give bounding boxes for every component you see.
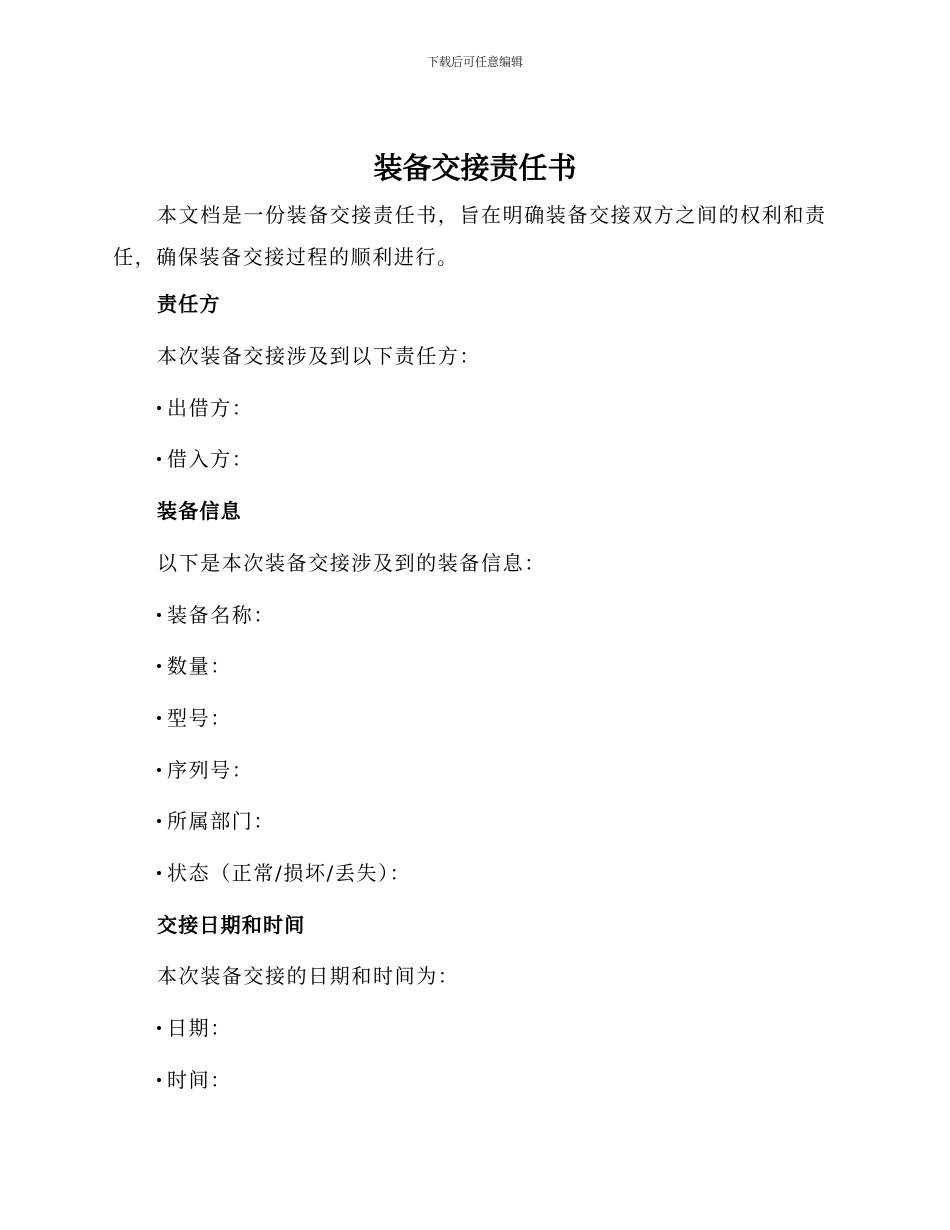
list-item-label: 出借方：: [167, 396, 254, 420]
list-item: [157, 1013, 232, 1043]
list-item: [157, 755, 253, 785]
list-item: [157, 1065, 232, 1095]
bullet-icon: [157, 819, 161, 823]
bullet-icon: [157, 768, 161, 772]
list-item-label: 状态（正常/损坏/丢失）：: [167, 861, 412, 885]
bullet-icon: [157, 406, 161, 410]
list-item: [157, 858, 411, 888]
bullet-icon: [157, 457, 161, 461]
bullet-icon: [157, 1026, 161, 1030]
list-item-label: 装备名称：: [167, 603, 275, 627]
list-item-label: 序列号：: [167, 758, 254, 782]
list-item-label: 时间：: [167, 1068, 232, 1092]
section-heading-equipment: 装备信息: [157, 499, 242, 523]
bullet-icon: [157, 613, 161, 617]
section-lead-datetime: 本次装备交接的日期和时间为：: [157, 964, 460, 988]
list-item-label: 借入方：: [167, 447, 254, 471]
bullet-icon: [157, 1078, 161, 1082]
bullet-icon: [157, 716, 161, 720]
list-item: [157, 703, 232, 733]
list-item-label: 型号：: [167, 706, 232, 730]
section-heading-parties: 责任方: [157, 292, 221, 316]
list-item: [157, 444, 253, 474]
document-title: 装备交接责任书: [373, 151, 577, 185]
section-lead-parties: 本次装备交接涉及到以下责任方：: [157, 344, 481, 368]
list-item: [157, 393, 253, 423]
section-heading-datetime: 交接日期和时间: [157, 913, 306, 937]
list-item: [157, 806, 275, 836]
list-item: [157, 600, 275, 630]
page-header-note: 下载后可任意编辑: [426, 55, 523, 69]
bullet-icon: [157, 664, 161, 668]
list-item-label: 所属部门：: [167, 809, 275, 833]
intro-paragraph: 本文档是一份装备交接责任书，旨在明确装备交接双方之间的权利和责任，确保装备交接过程的顺利进行。: [113, 203, 827, 269]
list-item-label: 日期：: [167, 1016, 232, 1040]
list-item-label: 数量：: [167, 654, 232, 678]
bullet-icon: [157, 871, 161, 875]
list-item: [157, 651, 232, 681]
section-lead-equipment: 以下是本次装备交接涉及到的装备信息：: [157, 551, 546, 575]
